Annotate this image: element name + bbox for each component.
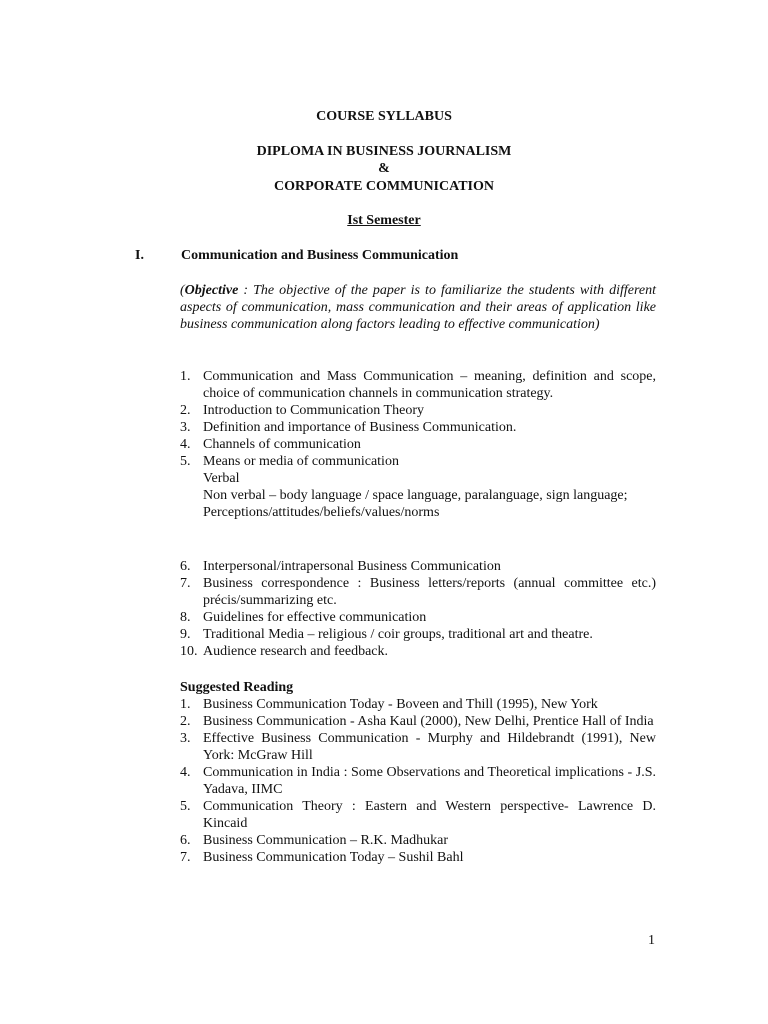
list-item xyxy=(180,849,656,866)
list-item-text: Communication in India : Some Observations and Theoretical implications - J.S. Yadava, IIMC xyxy=(203,765,656,797)
list-item-number: 7. xyxy=(180,850,191,865)
list-item-number: 4. xyxy=(180,765,191,780)
list-item xyxy=(180,730,656,764)
objective-text: : The objective of the paper is to familiarize the students with different aspects of communication, mass communication and their areas of application like business communication along factors leading to effective communication) xyxy=(180,283,656,332)
list-item-number: 1. xyxy=(180,369,191,384)
program-title-ampersand: & xyxy=(378,161,390,176)
list-item-number: 2. xyxy=(180,714,191,729)
list-item-text: Communication Theory : Eastern and Western perspective- Lawrence D. Kincaid xyxy=(203,799,656,831)
list-item-text: Communication and Mass Communication – meaning, definition and scope, choice of communication channels in communication strategy. xyxy=(203,369,656,401)
semester-heading: Ist Semester xyxy=(347,213,421,228)
list-item-text: Audience research and feedback. xyxy=(203,644,389,659)
list-item-text: Introduction to Communication Theory xyxy=(203,403,424,418)
objective-paragraph xyxy=(180,282,656,333)
section-title: Communication and Business Communication xyxy=(181,248,459,263)
list-item-text: Guidelines for effective communication xyxy=(203,610,427,625)
list-item-text: Business Communication Today – Sushil Bahl xyxy=(203,850,464,865)
objective-label: Objective xyxy=(184,283,239,298)
list-item-text: Means or media of communication xyxy=(203,454,399,469)
list-item xyxy=(180,575,656,609)
list-item-number: 5. xyxy=(180,454,191,469)
list-item xyxy=(180,368,656,402)
list-item-text: Business Communication – R.K. Madhukar xyxy=(203,833,448,848)
list-item xyxy=(180,453,656,521)
list-item-number: 4. xyxy=(180,437,191,452)
section-number: I. xyxy=(135,248,144,263)
page-number: 1 xyxy=(648,933,655,948)
sub-item-non-verbal: Non verbal – body language / space language, paralanguage, sign language; xyxy=(203,488,628,503)
list-item xyxy=(180,713,656,730)
list-item xyxy=(180,626,656,643)
list-item-number: 10. xyxy=(180,644,198,659)
topic-list xyxy=(180,368,656,521)
list-item-number: 5. xyxy=(180,799,191,814)
list-item-number: 6. xyxy=(180,559,191,574)
list-item xyxy=(180,436,656,453)
objective-open-paren: ( xyxy=(180,283,185,298)
program-title-line1: DIPLOMA IN BUSINESS JOURNALISM xyxy=(256,144,512,159)
list-item xyxy=(180,558,656,575)
list-item-text: Business Communication Today - Boveen and Thill (1995), New York xyxy=(203,697,598,712)
list-item xyxy=(180,402,656,419)
suggested-reading-heading: Suggested Reading xyxy=(180,680,294,695)
list-item-text: Definition and importance of Business Communication. xyxy=(203,420,517,435)
sub-item-perceptions: Perceptions/attitudes/beliefs/values/norms xyxy=(203,505,440,520)
list-item-number: 3. xyxy=(180,731,191,746)
list-item-text: Effective Business Communication - Murphy and Hildebrandt (1991), New York: McGraw Hill xyxy=(203,731,656,763)
list-item xyxy=(180,419,656,436)
list-item xyxy=(180,609,656,626)
list-item-text: Business Communication - Asha Kaul (2000), New Delhi, Prentice Hall of India xyxy=(203,714,654,729)
list-item-text: Business correspondence : Business letters/reports (annual committee etc.) précis/summarizing etc. xyxy=(203,576,656,608)
list-item-number: 3. xyxy=(180,420,191,435)
list-item-text: Traditional Media – religious / coir groups, traditional art and theatre. xyxy=(203,627,593,642)
list-item-number: 7. xyxy=(180,576,191,591)
sub-item-verbal: Verbal xyxy=(203,471,240,486)
list-item xyxy=(180,832,656,849)
list-item-number: 8. xyxy=(180,610,191,625)
list-item xyxy=(180,643,656,660)
list-item xyxy=(180,696,656,713)
suggested-reading-list xyxy=(180,696,656,866)
list-item-number: 9. xyxy=(180,627,191,642)
list-item-number: 2. xyxy=(180,403,191,418)
list-item-number: 6. xyxy=(180,833,191,848)
document-title: COURSE SYLLABUS xyxy=(316,109,452,124)
list-item xyxy=(180,798,656,832)
list-item xyxy=(180,764,656,798)
topic-list-continued xyxy=(180,558,656,660)
list-item-text: Interpersonal/intrapersonal Business Communication xyxy=(203,559,501,574)
program-title-line2: CORPORATE COMMUNICATION xyxy=(274,179,494,194)
list-item-text: Channels of communication xyxy=(203,437,361,452)
list-item-number: 1. xyxy=(180,697,191,712)
